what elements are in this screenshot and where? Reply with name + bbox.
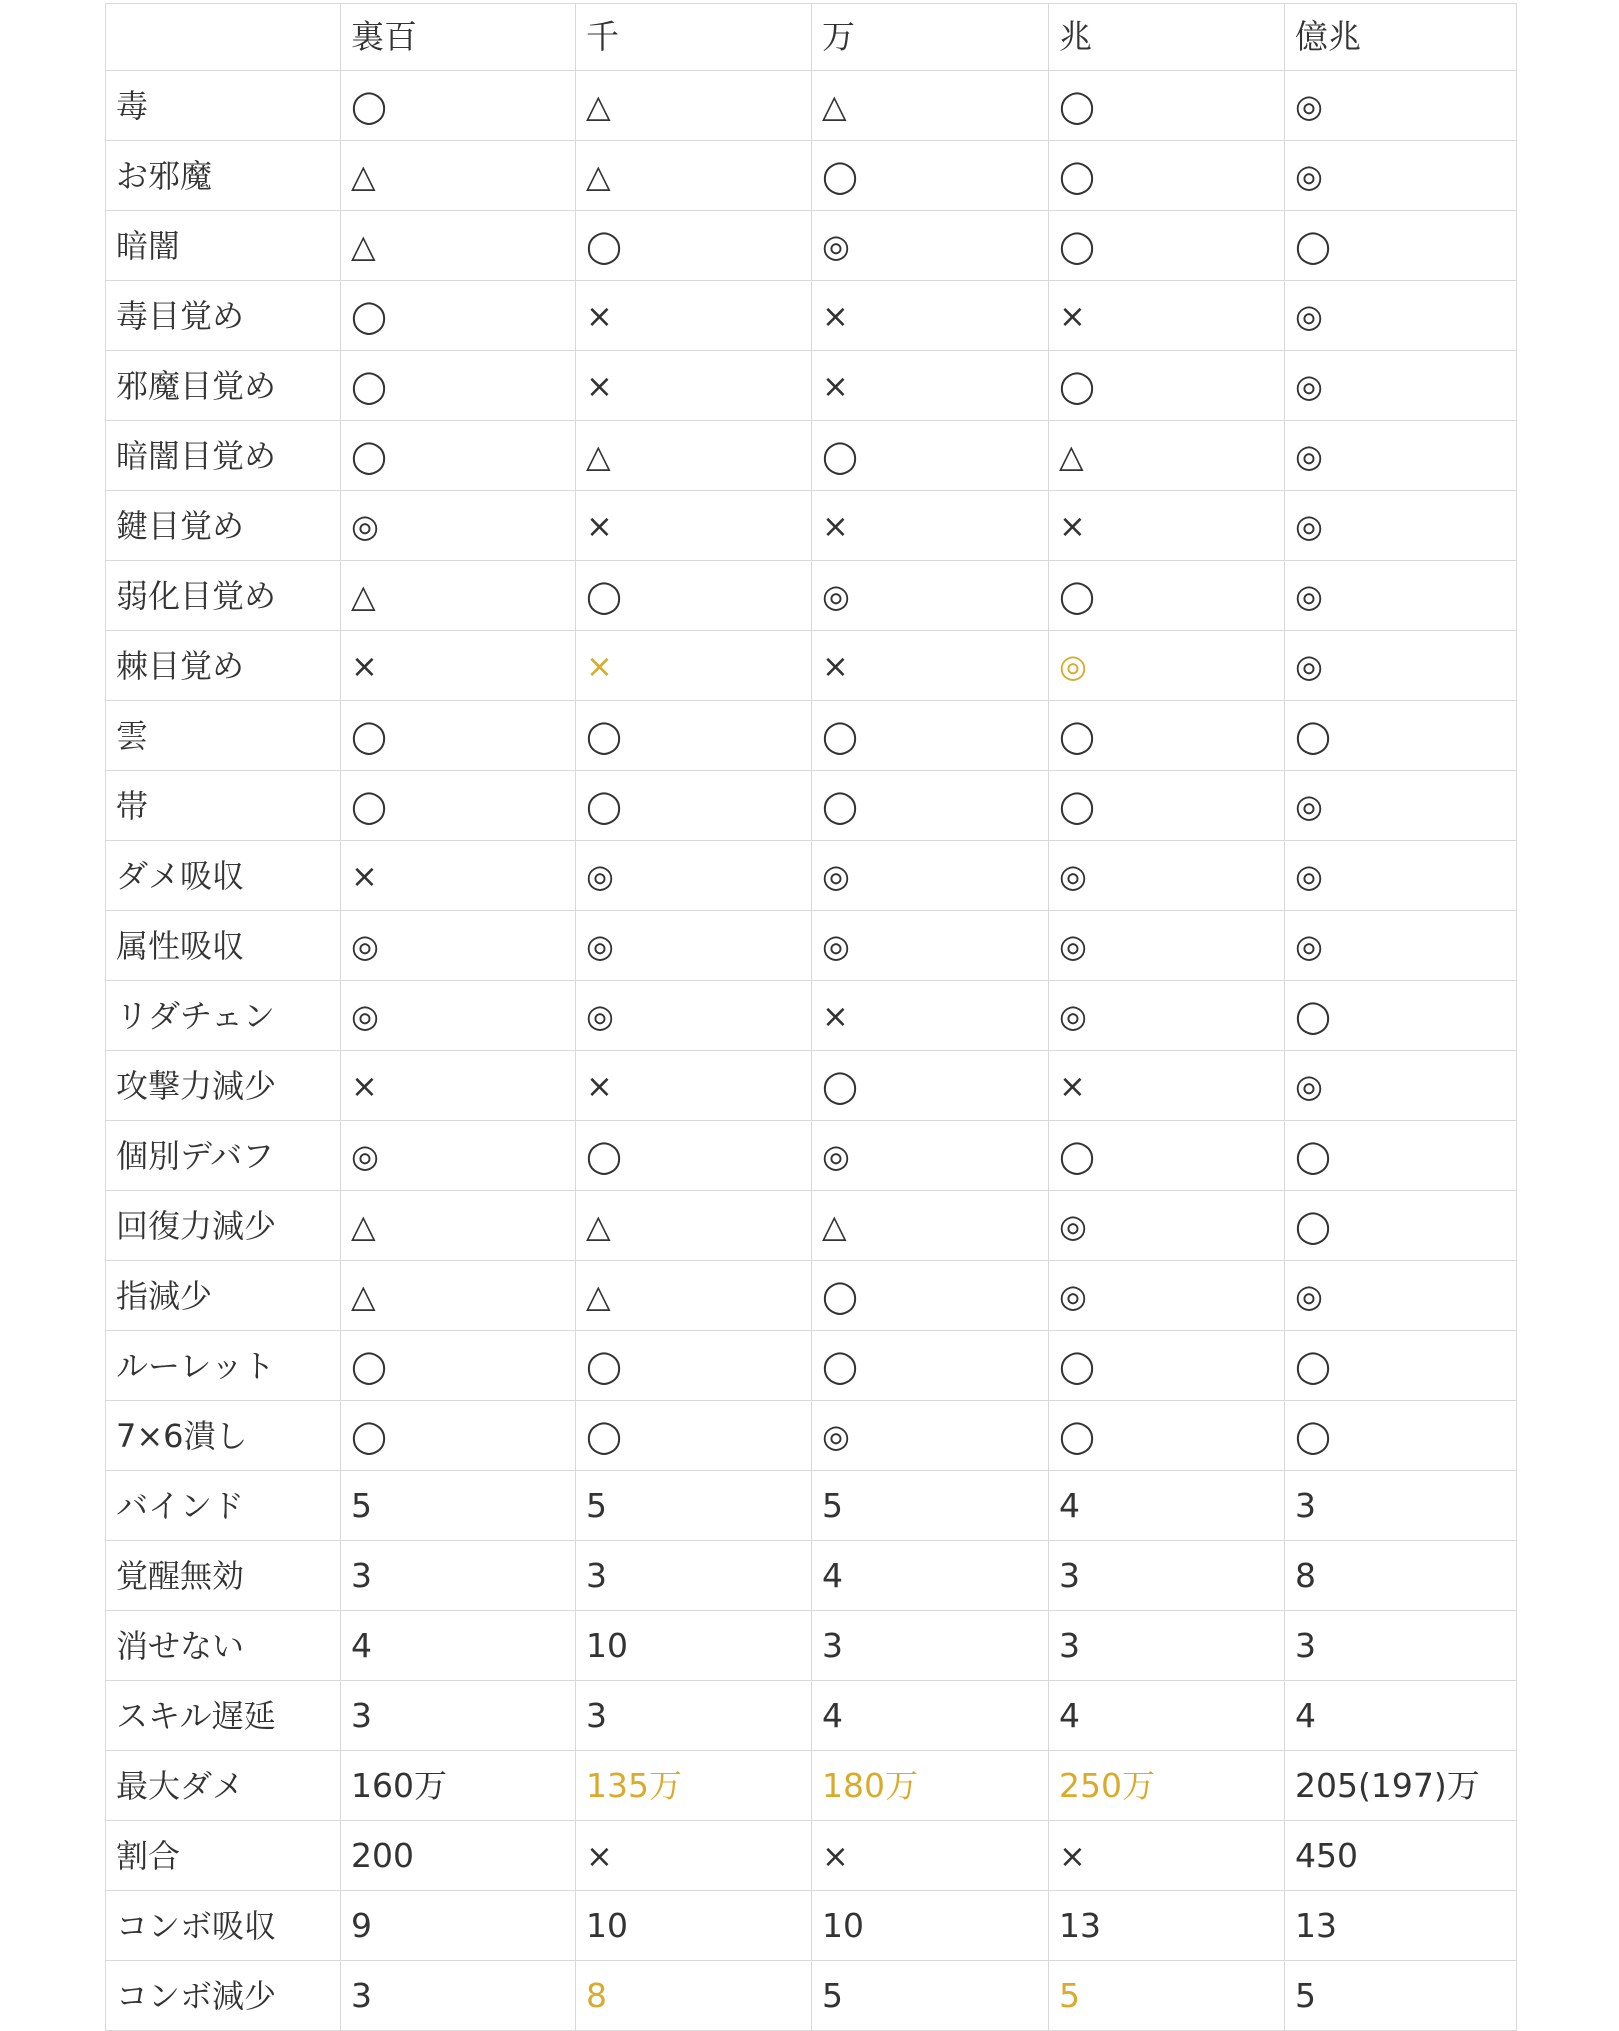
table-cell: ◯ bbox=[812, 701, 1049, 771]
table-cell: ◯ bbox=[1049, 561, 1285, 631]
table-cell: △ bbox=[576, 71, 812, 141]
row-label: スキル遅延 bbox=[106, 1681, 341, 1751]
table-cell: × bbox=[812, 631, 1049, 701]
table-cell: ◯ bbox=[341, 1401, 576, 1471]
row-label: 弱化目覚め bbox=[106, 561, 341, 631]
table-cell: × bbox=[1049, 491, 1285, 561]
table-cell: △ bbox=[1049, 421, 1285, 491]
table-cell: 3 bbox=[341, 1681, 576, 1751]
row-label: リダチェン bbox=[106, 981, 341, 1051]
table-cell: ◯ bbox=[812, 1331, 1049, 1401]
table-cell: ◯ bbox=[576, 1121, 812, 1191]
table-cell: 3 bbox=[1049, 1541, 1285, 1611]
header-cell-chou: 兆 bbox=[1049, 4, 1285, 71]
table-cell: 3 bbox=[1285, 1611, 1517, 1681]
table-row bbox=[106, 1961, 1517, 2031]
row-label: コンボ吸収 bbox=[106, 1891, 341, 1961]
table-cell: △ bbox=[812, 71, 1049, 141]
table-row bbox=[106, 1051, 1517, 1121]
table-cell: × bbox=[576, 281, 812, 351]
row-label: バインド bbox=[106, 1471, 341, 1541]
table-cell: ◎ bbox=[1285, 141, 1517, 211]
table-cell: ◎ bbox=[1049, 841, 1285, 911]
table-cell: ◎ bbox=[812, 211, 1049, 281]
table-row bbox=[106, 1191, 1517, 1261]
table-cell: ◎ bbox=[1049, 1261, 1285, 1331]
table-cell: ◯ bbox=[576, 561, 812, 631]
header-cell-sen: 千 bbox=[576, 4, 812, 71]
table-cell: ◎ bbox=[1049, 981, 1285, 1051]
table-cell: ◯ bbox=[341, 351, 576, 421]
table-cell: 4 bbox=[1049, 1681, 1285, 1751]
table-cell: ◯ bbox=[1285, 981, 1517, 1051]
table-cell: ◯ bbox=[812, 1261, 1049, 1331]
table-cell: ◯ bbox=[576, 1401, 812, 1471]
table-cell: △ bbox=[576, 1191, 812, 1261]
table-cell: 200 bbox=[341, 1821, 576, 1891]
table-cell: △ bbox=[576, 1261, 812, 1331]
table-cell: ◎ bbox=[812, 1121, 1049, 1191]
row-label: 帯 bbox=[106, 771, 341, 841]
row-label: 覚醒無効 bbox=[106, 1541, 341, 1611]
table-cell: 5 bbox=[1285, 1961, 1517, 2031]
table-row bbox=[106, 981, 1517, 1051]
table-cell: ◎ bbox=[1285, 1261, 1517, 1331]
row-label: 暗闇 bbox=[106, 211, 341, 281]
table-cell: ◎ bbox=[1285, 491, 1517, 561]
table-cell: × bbox=[1049, 281, 1285, 351]
table-row bbox=[106, 1121, 1517, 1191]
table-cell: 4 bbox=[812, 1681, 1049, 1751]
table-cell: × bbox=[341, 1051, 576, 1121]
row-label: 属性吸収 bbox=[106, 911, 341, 981]
row-label: 個別デバフ bbox=[106, 1121, 341, 1191]
table-cell: ◎ bbox=[1049, 631, 1285, 701]
table-cell: ◯ bbox=[1285, 211, 1517, 281]
table-cell: △ bbox=[341, 561, 576, 631]
table-cell: ◯ bbox=[1049, 1331, 1285, 1401]
table-cell: ◎ bbox=[1285, 1051, 1517, 1121]
table-cell: 3 bbox=[1285, 1471, 1517, 1541]
table-row bbox=[106, 1681, 1517, 1751]
table-cell: ◯ bbox=[1049, 211, 1285, 281]
table-row bbox=[106, 631, 1517, 701]
table-cell: △ bbox=[576, 421, 812, 491]
table-cell: ◯ bbox=[1049, 351, 1285, 421]
table-cell: × bbox=[812, 1821, 1049, 1891]
table-row bbox=[106, 1611, 1517, 1681]
table-cell: ◎ bbox=[341, 911, 576, 981]
row-label: 7×6潰し bbox=[106, 1401, 341, 1471]
table-cell: ◎ bbox=[1285, 841, 1517, 911]
table-cell: 13 bbox=[1285, 1891, 1517, 1961]
row-label: 最大ダメ bbox=[106, 1751, 341, 1821]
table-cell: × bbox=[576, 631, 812, 701]
header-cell-corner bbox=[106, 4, 341, 71]
table-cell: ◎ bbox=[812, 1401, 1049, 1471]
table-cell: ◯ bbox=[1049, 1401, 1285, 1471]
table-cell: 5 bbox=[341, 1471, 576, 1541]
table-row bbox=[106, 1751, 1517, 1821]
table-cell: ◎ bbox=[1285, 281, 1517, 351]
table-cell: ◎ bbox=[341, 981, 576, 1051]
row-label: コンボ減少 bbox=[106, 1961, 341, 2031]
table-cell: ◯ bbox=[341, 421, 576, 491]
table-cell: ◯ bbox=[812, 141, 1049, 211]
table-row bbox=[106, 1891, 1517, 1961]
table-row bbox=[106, 561, 1517, 631]
table-cell: × bbox=[812, 351, 1049, 421]
table-cell: × bbox=[576, 1821, 812, 1891]
table-cell: 250万 bbox=[1049, 1751, 1285, 1821]
table-cell: 3 bbox=[341, 1541, 576, 1611]
table-cell: 4 bbox=[1285, 1681, 1517, 1751]
table-cell: 8 bbox=[1285, 1541, 1517, 1611]
table-cell: ◯ bbox=[341, 1331, 576, 1401]
table-cell: ◎ bbox=[812, 911, 1049, 981]
table-cell: 135万 bbox=[576, 1751, 812, 1821]
table-row bbox=[106, 141, 1517, 211]
table-cell: 450 bbox=[1285, 1821, 1517, 1891]
table-cell: 3 bbox=[576, 1681, 812, 1751]
table-cell: 10 bbox=[576, 1891, 812, 1961]
table-cell: ◎ bbox=[812, 561, 1049, 631]
comparison-table bbox=[105, 3, 1517, 2031]
table-cell: ◯ bbox=[576, 771, 812, 841]
table-cell: △ bbox=[341, 141, 576, 211]
table-row bbox=[106, 1331, 1517, 1401]
table-cell: 13 bbox=[1049, 1891, 1285, 1961]
table-row bbox=[106, 911, 1517, 981]
table-cell: 3 bbox=[812, 1611, 1049, 1681]
table-cell: 10 bbox=[812, 1891, 1049, 1961]
table-cell: ◯ bbox=[1285, 1121, 1517, 1191]
table-cell: ◯ bbox=[341, 701, 576, 771]
table-cell: ◎ bbox=[1285, 71, 1517, 141]
table-cell: ◎ bbox=[1285, 421, 1517, 491]
table-row bbox=[106, 281, 1517, 351]
table-cell: ◯ bbox=[1285, 1331, 1517, 1401]
row-label: 邪魔目覚め bbox=[106, 351, 341, 421]
table-cell: ◎ bbox=[1285, 351, 1517, 421]
table-cell: 8 bbox=[576, 1961, 812, 2031]
row-label: 毒 bbox=[106, 71, 341, 141]
row-label: 暗闇目覚め bbox=[106, 421, 341, 491]
table-row bbox=[106, 351, 1517, 421]
table-cell: 3 bbox=[341, 1961, 576, 2031]
table-cell: 205(197)万 bbox=[1285, 1751, 1517, 1821]
table-row bbox=[106, 771, 1517, 841]
table-cell: 5 bbox=[576, 1471, 812, 1541]
table-cell: 3 bbox=[576, 1541, 812, 1611]
row-label: ダメ吸収 bbox=[106, 841, 341, 911]
table-cell: ◎ bbox=[576, 981, 812, 1051]
table-cell: ◯ bbox=[341, 281, 576, 351]
table-cell: × bbox=[576, 491, 812, 561]
table-cell: ◯ bbox=[1049, 701, 1285, 771]
table-cell: ◯ bbox=[1049, 1121, 1285, 1191]
row-label: 棘目覚め bbox=[106, 631, 341, 701]
table-cell: 4 bbox=[1049, 1471, 1285, 1541]
table-cell: ◯ bbox=[341, 71, 576, 141]
table-cell: ◎ bbox=[341, 1121, 576, 1191]
table-body bbox=[106, 4, 1517, 2031]
table-cell: × bbox=[812, 281, 1049, 351]
table-cell: 9 bbox=[341, 1891, 576, 1961]
table-cell: 3 bbox=[1049, 1611, 1285, 1681]
table-cell: ◯ bbox=[1285, 701, 1517, 771]
table-cell: ◯ bbox=[1285, 1191, 1517, 1261]
table-row bbox=[106, 1541, 1517, 1611]
header-cell-man: 万 bbox=[812, 4, 1049, 71]
table-row bbox=[106, 1471, 1517, 1541]
table-cell: ◎ bbox=[1049, 911, 1285, 981]
table-row bbox=[106, 1261, 1517, 1331]
table-cell: × bbox=[576, 351, 812, 421]
table-cell: 5 bbox=[1049, 1961, 1285, 2031]
table-cell: ◎ bbox=[1285, 911, 1517, 981]
row-label: 回復力減少 bbox=[106, 1191, 341, 1261]
table-cell: △ bbox=[341, 211, 576, 281]
table-cell: × bbox=[1049, 1051, 1285, 1121]
row-label: 毒目覚め bbox=[106, 281, 341, 351]
table-cell: × bbox=[812, 491, 1049, 561]
table-cell: 4 bbox=[812, 1541, 1049, 1611]
table-cell: △ bbox=[341, 1191, 576, 1261]
table-cell: 5 bbox=[812, 1961, 1049, 2031]
table-cell: × bbox=[576, 1051, 812, 1121]
row-label: 雲 bbox=[106, 701, 341, 771]
table-cell: × bbox=[812, 981, 1049, 1051]
table-cell: ◯ bbox=[1285, 1401, 1517, 1471]
table-row bbox=[106, 701, 1517, 771]
table-cell: ◎ bbox=[341, 491, 576, 561]
table-cell: ◎ bbox=[812, 841, 1049, 911]
table-cell: ◎ bbox=[1285, 771, 1517, 841]
table-cell: ◯ bbox=[341, 771, 576, 841]
table-cell: ◎ bbox=[1049, 1191, 1285, 1261]
table-cell: ◎ bbox=[576, 911, 812, 981]
table-cell: △ bbox=[341, 1261, 576, 1331]
table-row bbox=[106, 1821, 1517, 1891]
table-cell: ◎ bbox=[1285, 561, 1517, 631]
table-cell: × bbox=[341, 631, 576, 701]
table-cell: ◎ bbox=[576, 841, 812, 911]
table-cell: ◯ bbox=[812, 1051, 1049, 1121]
row-label: ルーレット bbox=[106, 1331, 341, 1401]
table-row bbox=[106, 421, 1517, 491]
header-cell-urahyaku: 裏百 bbox=[341, 4, 576, 71]
table-cell: 5 bbox=[812, 1471, 1049, 1541]
table-cell: × bbox=[1049, 1821, 1285, 1891]
row-label: 消せない bbox=[106, 1611, 341, 1681]
table-row bbox=[106, 1401, 1517, 1471]
table-cell: ◯ bbox=[1049, 771, 1285, 841]
row-label: 攻撃力減少 bbox=[106, 1051, 341, 1121]
table-cell: × bbox=[341, 841, 576, 911]
table-row bbox=[106, 841, 1517, 911]
header-row bbox=[106, 4, 1517, 71]
row-label: お邪魔 bbox=[106, 141, 341, 211]
table-row bbox=[106, 491, 1517, 561]
table-cell: △ bbox=[576, 141, 812, 211]
row-label: 鍵目覚め bbox=[106, 491, 341, 561]
table-cell: ◯ bbox=[576, 701, 812, 771]
table-cell: △ bbox=[812, 1191, 1049, 1261]
table-cell: ◯ bbox=[576, 211, 812, 281]
table-cell: 10 bbox=[576, 1611, 812, 1681]
table-cell: ◎ bbox=[1285, 631, 1517, 701]
row-label: 割合 bbox=[106, 1821, 341, 1891]
table-row bbox=[106, 71, 1517, 141]
table-cell: 160万 bbox=[341, 1751, 576, 1821]
table-row bbox=[106, 211, 1517, 281]
row-label: 指減少 bbox=[106, 1261, 341, 1331]
table-cell: ◯ bbox=[812, 771, 1049, 841]
table-cell: 4 bbox=[341, 1611, 576, 1681]
table-cell: ◯ bbox=[576, 1331, 812, 1401]
header-cell-okuchou: 億兆 bbox=[1285, 4, 1517, 71]
table-cell: ◯ bbox=[812, 421, 1049, 491]
table-cell: 180万 bbox=[812, 1751, 1049, 1821]
table-cell: ◯ bbox=[1049, 141, 1285, 211]
table-cell: ◯ bbox=[1049, 71, 1285, 141]
